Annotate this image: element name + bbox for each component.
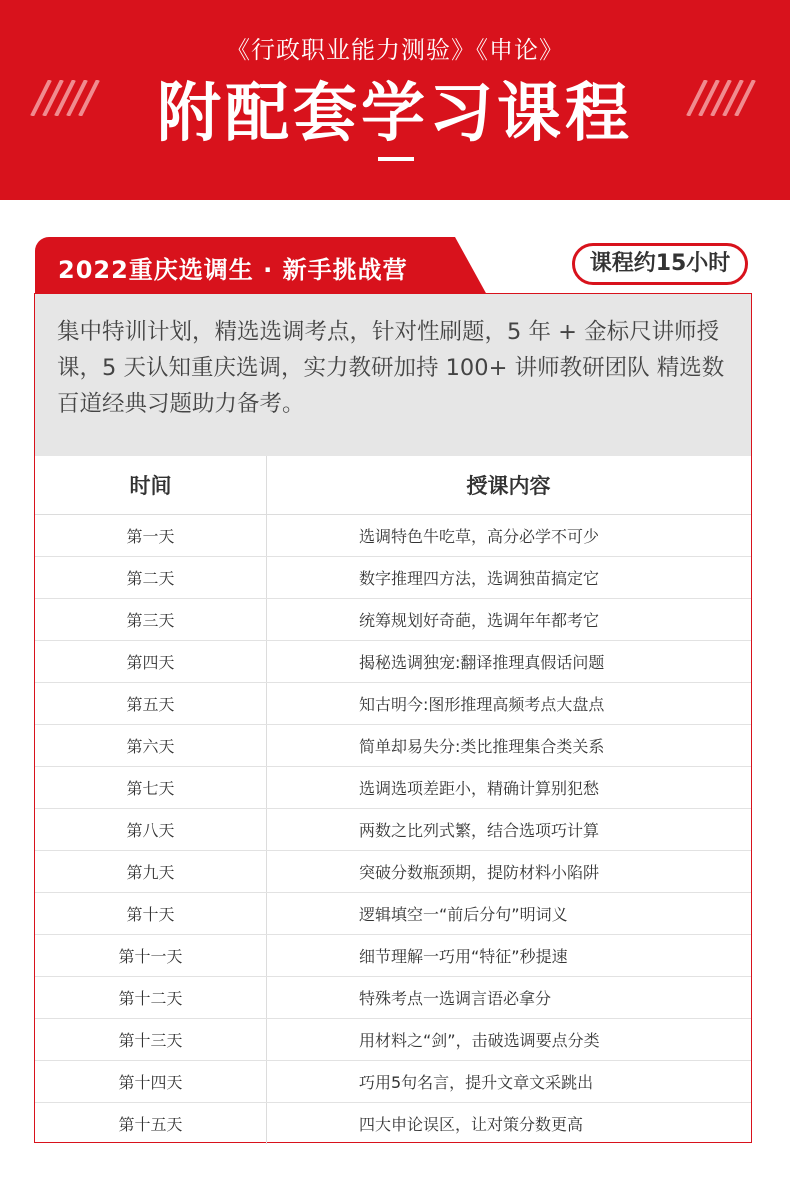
table-row [35, 1061, 751, 1103]
topic-cell: 四大申论误区，让对策分数更高 [359, 1115, 584, 1134]
topic-cell: 巧用5句名言，提升文章文采跳出 [267, 1061, 752, 1103]
banner-title: 附配套学习课程 [157, 76, 633, 151]
topic-cell: 用材料之“剑”，击破选调要点分类 [267, 1019, 752, 1061]
topic-cell: 简单却易失分:类比推理集合类关系 [267, 725, 752, 767]
day-cell: 第二天 [35, 557, 267, 599]
day-cell: 第五天 [35, 683, 267, 725]
topic-cell: 选调特色牛吃草，高分必学不可少 [267, 515, 752, 557]
camp-title: 2022重庆选调生 · 新手挑战营 [58, 256, 408, 284]
day-cell: 第十三天 [35, 1019, 267, 1061]
day-cell: 第八天 [35, 809, 267, 851]
table-row [35, 1019, 751, 1061]
day-cell: 第六天 [35, 725, 267, 767]
topic-cell: 突破分数瓶颈期，提防材料小陷阱 [267, 851, 752, 893]
table-row [35, 683, 751, 725]
course-card [34, 293, 752, 1143]
day-cell: 第十一天 [35, 935, 267, 977]
day-cell: 第十二天 [35, 977, 267, 1019]
topic-cell: 数字推理四方法，选调独苗搞定它 [267, 557, 752, 599]
day-cell: 第四天 [35, 641, 267, 683]
table-row [35, 557, 751, 599]
table-row [35, 1103, 751, 1145]
day-cell: 第九天 [35, 851, 267, 893]
schedule-table [35, 456, 751, 1144]
table-row [35, 725, 751, 767]
table-row [35, 893, 751, 935]
topic-cell: 逻辑填空一“前后分句”明词义 [267, 893, 752, 935]
table-row [35, 935, 751, 977]
topic-cell: 知古明今:图形推理高频考点大盘点 [267, 683, 752, 725]
day-cell: 第十五天 [35, 1103, 267, 1145]
table-row [35, 641, 751, 683]
topic-cell: 细节理解一巧用“特征”秒提速 [267, 935, 752, 977]
topic-cell: 特殊考点一选调言语必拿分 [267, 977, 752, 1019]
banner-divider [378, 157, 414, 161]
table-row [35, 851, 751, 893]
day-cell: 第一天 [35, 515, 267, 557]
day-cell: 第七天 [35, 767, 267, 809]
day-cell: 第十天 [35, 893, 267, 935]
day-cell: 第三天 [35, 599, 267, 641]
table-row [35, 515, 751, 557]
camp-description: 集中特训计划，精选选调考点，针对性刷题，5 年 + 金标尺讲师授课，5 天认知重庆选调，实力教研加持 100+ 讲师教研团队 精选数百道经典习题助力备考。 [35, 294, 751, 456]
topic-cell: 统筹规划好奇葩，选调年年都考它 [267, 599, 752, 641]
table-row [35, 767, 751, 809]
column-header-time: 时间 [35, 456, 267, 515]
decorative-stripes-right-icon [678, 80, 762, 116]
table-row [35, 809, 751, 851]
topic-cell: 两数之比列式繁，结合选项巧计算 [267, 809, 752, 851]
column-header-content: 授课内容 [267, 456, 752, 515]
header-banner [0, 0, 790, 200]
topic-cell: 揭秘选调独宠:翻译推理真假话问题 [267, 641, 752, 683]
schedule-header-row [35, 456, 751, 515]
topic-cell: 选调选项差距小，精确计算别犯愁 [267, 767, 752, 809]
table-row [35, 977, 751, 1019]
day-cell: 第十四天 [35, 1061, 267, 1103]
duration-badge: 课程约15小时 [572, 243, 748, 285]
banner-subtitle: 《行政职业能力测验》《申论》 [226, 36, 564, 64]
table-row [35, 599, 751, 641]
